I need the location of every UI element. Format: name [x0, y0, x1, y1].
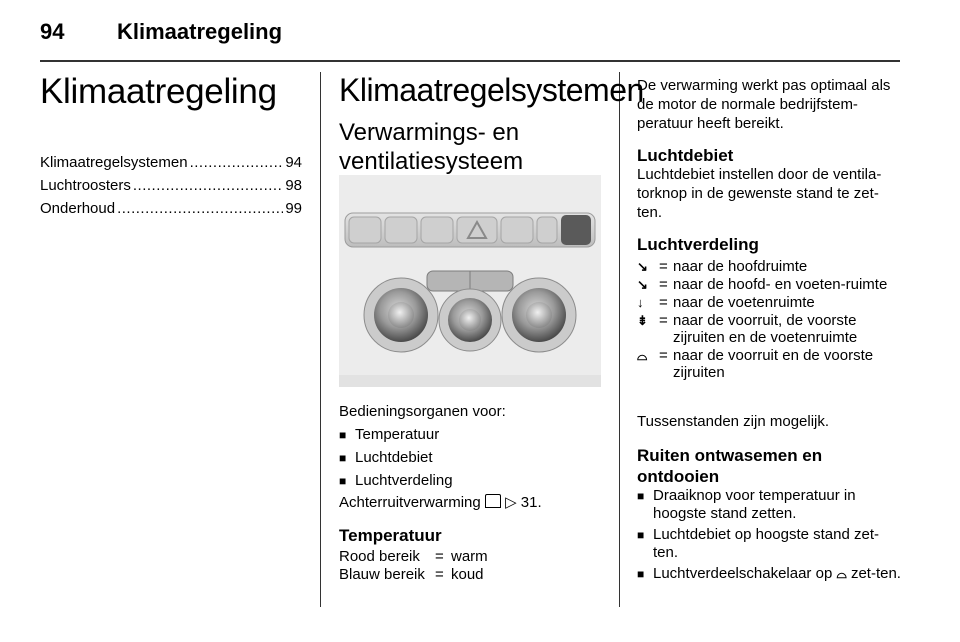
control-panel-photo [339, 175, 601, 387]
dist-eq: = [659, 276, 668, 293]
list-item [637, 565, 902, 583]
page-number: 94 [40, 19, 65, 44]
defrost-item-suffix: zet-ten. [850, 565, 901, 582]
toc-page: 94 [285, 154, 302, 171]
list-item: ■ Luchtdebiet op hoogste stand zet-ten. [637, 526, 902, 562]
temp-value: warm [451, 548, 488, 565]
dist-eq: = [659, 294, 668, 311]
defrost-list [637, 487, 902, 586]
temperature-heading: Temperatuur [339, 526, 442, 545]
airflow-heading: Luchtdebiet [637, 146, 734, 165]
column-divider-2 [619, 72, 620, 607]
temp-key: Rood bereik [339, 548, 420, 565]
toc-entry[interactable] [40, 197, 302, 220]
dist-eq: = [659, 312, 668, 329]
windscreen-feet-icon: ⇟ [637, 313, 648, 328]
list-item: ■ Luchtverdeling [339, 471, 601, 491]
defrost-heading: Ruiten ontwasemen en ontdooien [637, 446, 823, 486]
intro-optimal: De verwarming werkt pas optimaal als de motor de normale bedrijfstem-peratuur heeft bereikt. [637, 77, 891, 132]
temp-eq: = [435, 566, 444, 583]
dist-eq: = [659, 347, 668, 364]
temp-key: Blauw bereik [339, 566, 425, 583]
controls-intro: Bedieningsorganen voor: [339, 403, 506, 420]
chapter-title: Klimaatregeling [40, 72, 277, 111]
toc-page: 99 [285, 200, 302, 217]
controls-list [339, 425, 601, 494]
rear-window-line [339, 493, 601, 513]
dist-text: naar de voetenruimte [673, 294, 815, 311]
windscreen-icon: ⌓ [637, 348, 648, 363]
rear-window-ref[interactable]: 31. [520, 494, 542, 511]
toc-label: Luchtroosters [40, 177, 131, 194]
list-item: ■ Luchtdebiet [339, 448, 601, 468]
rear-window-text: Achterruitverwarming [339, 494, 481, 511]
temp-value: koud [451, 566, 484, 583]
airflow-text: Luchtdebiet instellen door de ventila-torknop in de gewenste stand te zet-ten. [637, 166, 882, 221]
intermediate-text: Tussenstanden zijn mogelijk. [637, 413, 830, 430]
toc-entry[interactable] [40, 151, 302, 174]
dist-text: naar de hoofdruimte [673, 258, 808, 275]
temp-eq: = [435, 548, 444, 565]
header-rule [40, 60, 900, 62]
control-panel-illustration [339, 175, 601, 387]
column-divider-1 [320, 72, 321, 607]
running-title: Klimaatregeling [117, 19, 283, 44]
toc-page: 98 [285, 177, 302, 194]
toc-entry[interactable] [40, 174, 302, 197]
list-item: ■ Draaiknop voor temperatuur in hoogste stand zetten. [637, 487, 902, 523]
dist-text: naar de voorruit en de voorste zijruiten [673, 347, 874, 381]
temperature-table [339, 548, 601, 584]
head-icon: ↘ [637, 259, 648, 274]
head-feet-icon: ↘ [637, 277, 648, 292]
toc-label: Klimaatregelsystemen [40, 154, 188, 171]
rear-window-heater-icon [485, 494, 501, 508]
dist-text: naar de hoofd- en voeten-ruimte [673, 276, 888, 293]
distribution-heading: Luchtverdeling [637, 235, 759, 254]
page-header [0, 0, 960, 60]
feet-icon: ↓ [637, 295, 644, 310]
distribution-table [637, 258, 902, 381]
subsection-title: Verwarmings- en ventilatiesysteem [339, 119, 524, 175]
dist-text: naar de voorruit, de voorste zijruiten en de voetenruimte [673, 312, 858, 346]
table-of-contents [40, 151, 302, 220]
defrost-item-text: Luchtverdeelschakelaar op [653, 565, 833, 582]
reference-arrow-icon: ▷ [505, 494, 517, 511]
list-item: ■ Temperatuur [339, 425, 601, 445]
windscreen-icon: ⌓ [836, 566, 847, 581]
dist-eq: = [659, 258, 668, 275]
section-title: Klimaatregelsystemen [339, 72, 644, 108]
toc-label: Onderhoud [40, 200, 116, 217]
